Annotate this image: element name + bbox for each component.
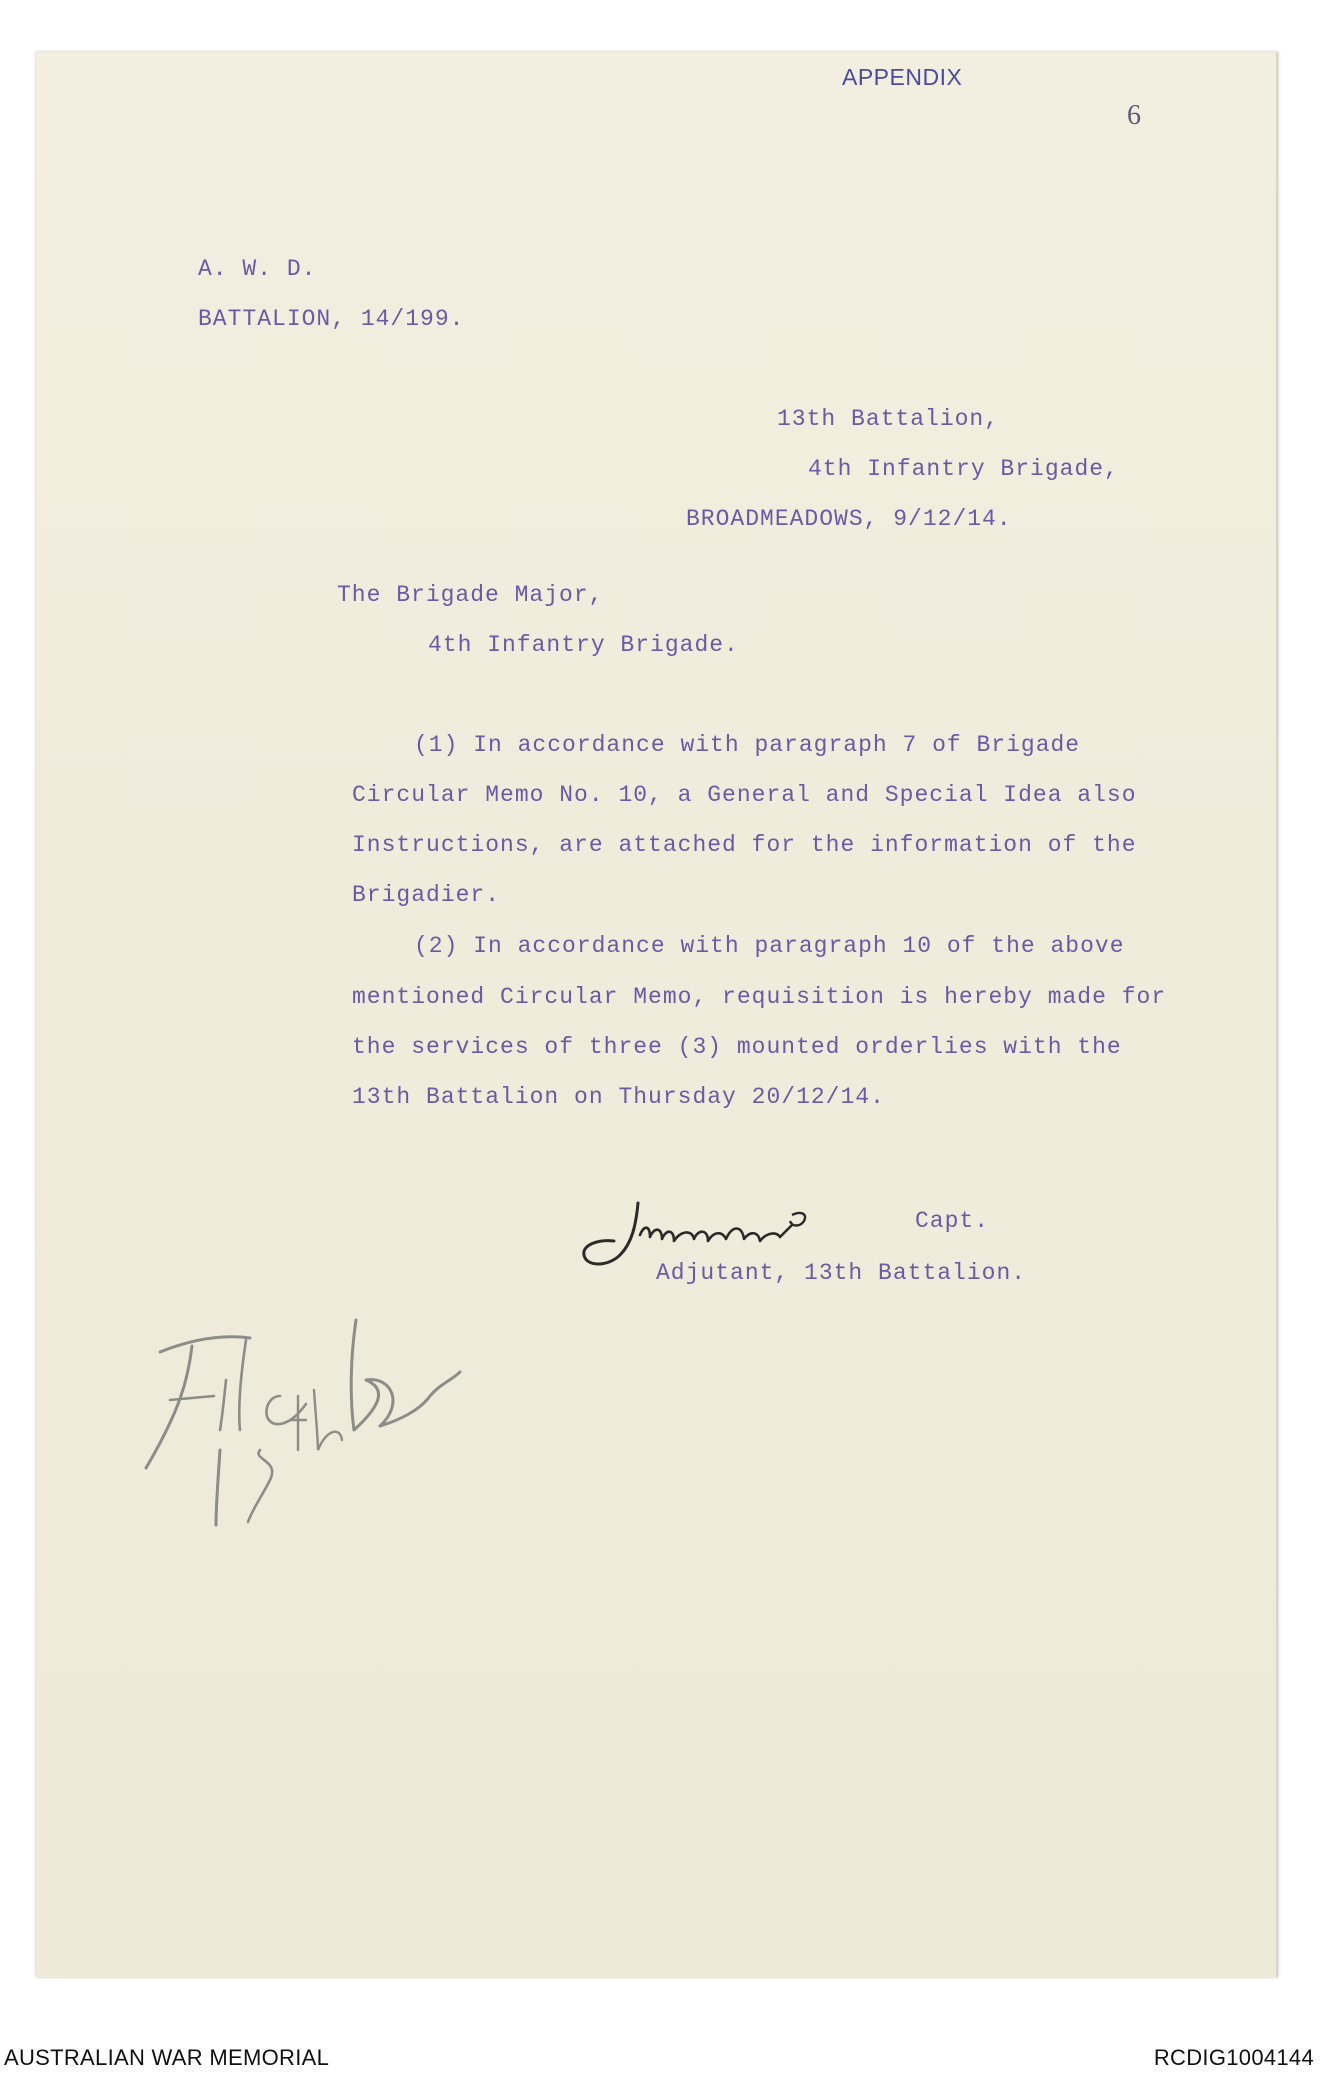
paragraph-1-line-3: Instructions, are attached for the information of the: [352, 832, 1137, 858]
footer-identifier: RCDIG1004144: [1153, 2045, 1314, 2070]
paragraph-2-line-2: mentioned Circular Memo, requisition is hereby made for: [352, 984, 1167, 1010]
paragraph-2-line-4: 13th Battalion on Thursday 20/12/14.: [352, 1084, 885, 1110]
sender-place-date: BROADMEADOWS, 9/12/14.: [686, 506, 1012, 532]
sender-unit: 13th Battalion,: [777, 406, 1000, 432]
paragraph-1-line-4: Brigadier.: [352, 882, 501, 908]
appendix-stamp: APPENDIX: [842, 64, 963, 90]
paragraph-1-line-1: (1) In accordance with paragraph 7 of Brigade: [414, 732, 1081, 758]
page-number: 6: [1127, 100, 1141, 131]
footer-source: AUSTRALIAN WAR MEMORIAL: [4, 2045, 330, 2070]
document-page: [36, 52, 1278, 1977]
signature-title: Adjutant, 13th Battalion.: [656, 1260, 1027, 1286]
paragraph-1-line-2: Circular Memo No. 10, a General and Special Idea also: [352, 782, 1137, 808]
paragraph-2-line-1: (2) In accordance with paragraph 10 of the above: [414, 933, 1125, 959]
file-annotation-handwritten: [130, 1300, 490, 1540]
addressee-line-2: 4th Infantry Brigade.: [428, 632, 739, 658]
paragraph-2-line-3: the services of three (3) mounted orderlies with the: [352, 1034, 1122, 1060]
reference-line-1: A. W. D.: [198, 256, 317, 282]
reference-line-2: BATTALION, 14/199.: [198, 306, 465, 332]
sender-brigade: 4th Infantry Brigade,: [808, 456, 1119, 482]
addressee-line-1: The Brigade Major,: [337, 582, 604, 608]
signature-rank: Capt.: [915, 1208, 990, 1234]
